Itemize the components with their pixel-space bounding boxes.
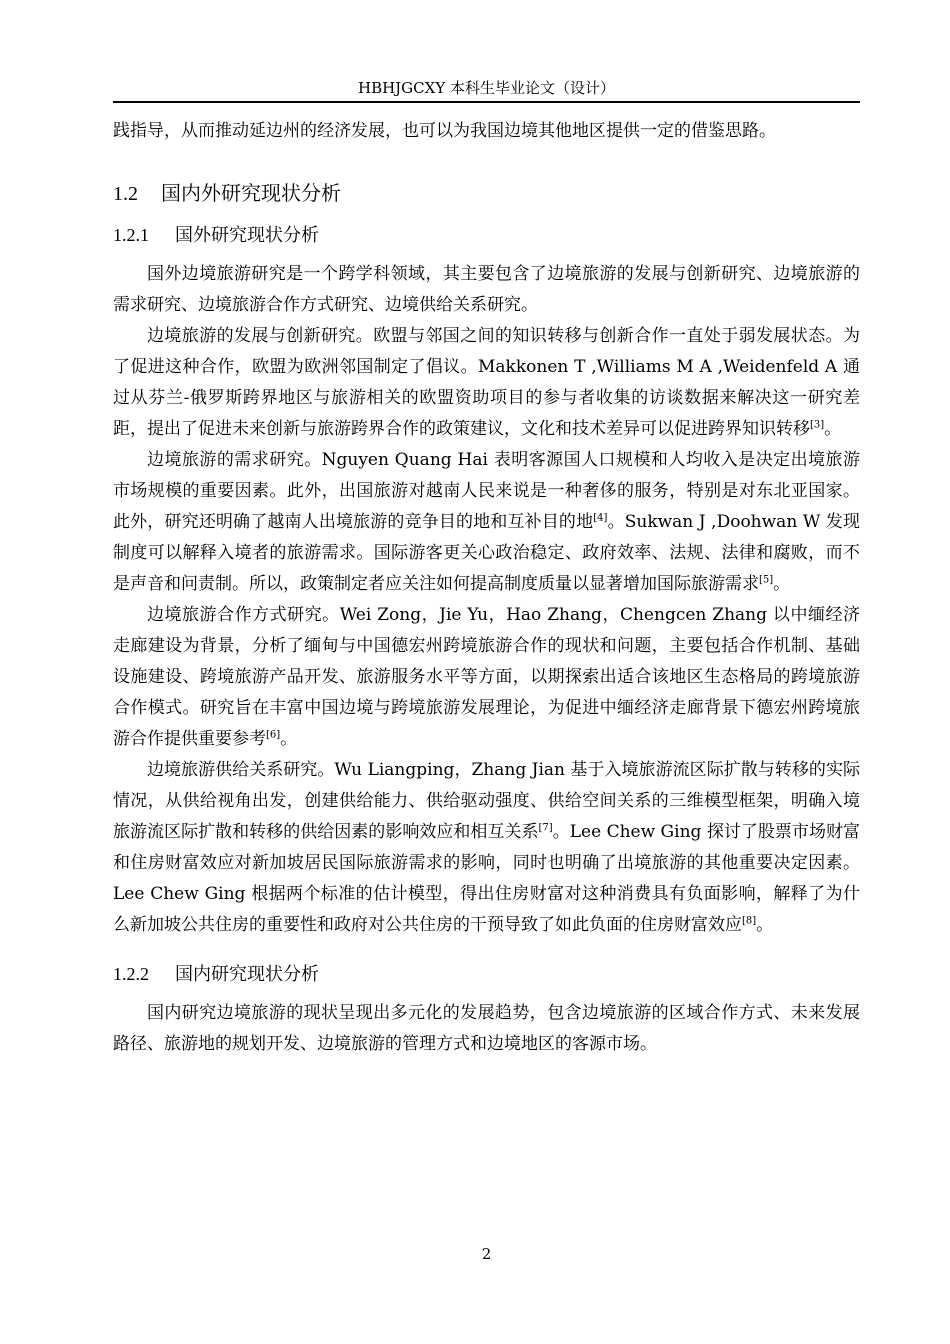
paragraph-text: 边境旅游供给关系研究。Wu Liangping，Zhang Jian 基于入境旅游流区际扩散与转移的实际情况，从供给视角出发，创建供给能力、供给驱动强度、供给空间关系的三维模型框架，明确入境旅游流区际扩散和转移的供给因素的影响效应和相互关系 (113, 760, 860, 842)
paragraph-end: 。 (773, 574, 791, 594)
paragraph-text: 边境旅游的发展与创新研究。欧盟与邻国之间的知识转移与创新合作一直处于弱发展状态。为了促进这种合作，欧盟为欧洲邻国制定了倡议。Makkonen T ,Williams M A ,Weidenfeld A 通过从芬兰-俄罗斯跨界地区与旅游相关的欧盟资助项目的参与者收集的访谈数据来解决这一研究差距，提出了促进未来创新与旅游跨界合作的政策建议，文化和技术差异可以促进跨界知识转移 (113, 326, 860, 439)
subsection-number: 1.2.2 (113, 964, 149, 984)
paragraph-end: 。 (280, 729, 298, 749)
paragraph-end: 。 (756, 915, 774, 935)
paragraph-domestic (113, 998, 860, 1060)
citation-ref: [4] (593, 512, 608, 524)
paragraph-text: 国外边境旅游研究是一个跨学科领域，其主要包含了边境旅游的发展与创新研究、边境旅游的需求研究、边境旅游合作方式研究、边境供给关系研究。 (113, 264, 860, 315)
citation-ref: [6] (266, 729, 281, 741)
paragraph-development (113, 321, 860, 445)
subsection-title: 国外研究现状分析 (175, 225, 319, 246)
section-heading-1-2 (113, 179, 860, 208)
subsection-title: 国内研究现状分析 (175, 964, 319, 985)
paragraph-demand (113, 445, 860, 600)
section-number: 1.2 (113, 183, 138, 205)
section-heading-1-2-1 (113, 222, 860, 249)
citation-ref: [5] (759, 574, 774, 586)
paragraph-supply (113, 755, 860, 941)
paragraph-text: 边境旅游的需求研究。Nguyen Quang Hai 表明客源国人口规模和人均收入是决定出境旅游市场规模的重要因素。此外，出国旅游对越南人民来说是一种奢侈的服务，特别是对东北亚国家。此外，研究还明确了越南人出境旅游的竞争目的地和互补目的地 (113, 450, 860, 532)
page-body (113, 116, 860, 1060)
citation-ref: [3] (810, 419, 825, 431)
header-rule (113, 101, 860, 103)
section-heading-1-2-2 (113, 961, 860, 988)
paragraph-overview (113, 259, 860, 321)
paragraph-cooperation (113, 600, 860, 755)
page-header: HBHJGCXY 本科生毕业论文（设计） (357, 79, 615, 97)
section-title: 国内外研究现状分析 (161, 181, 341, 205)
intro-paragraph: 践指导，从而推动延边州的经济发展，也可以为我国边境其他地区提供一定的借鉴思路。 (113, 121, 776, 141)
paragraph-end: 。 (824, 419, 842, 439)
paragraph-text: 国内研究边境旅游的现状呈现出多元化的发展趋势，包含边境旅游的区域合作方式、未来发展路径、旅游地的规划开发、边境旅游的管理方式和边境地区的客源市场。 (113, 1003, 860, 1054)
paragraph-text: 边境旅游合作方式研究。Wei Zong，Jie Yu，Hao Zhang，Chengcen Zhang 以中缅经济走廊建设为背景，分析了缅甸与中国德宏州跨境旅游合作的现状和问题，主要包括合作机制、基础设施建设、跨境旅游产品开发、旅游服务水平等方面，以期探索出适合该地区生态格局的跨境旅游合作模式。研究旨在丰富中国边境与跨境旅游发展理论，为促进中缅经济走廊背景下德宏州跨境旅游合作提供重要参考 (113, 605, 860, 749)
subsection-number: 1.2.1 (113, 225, 149, 245)
citation-ref: [7] (538, 822, 553, 834)
citation-ref: [8] (742, 915, 757, 927)
page-number: 2 (481, 1245, 492, 1263)
paragraph-continued: 。Sukwan J ,Doohwan W 发现制度可以解释入境者的旅游需求。国际游客更关心政治稳定、政府效率、法规、法律和腐败，而不是声音和问责制。所以，政策制定者应关注如何提高制度质量以显著增加国际旅游需求 (113, 512, 861, 594)
paragraph-continued: 。Lee Chew Ging 探讨了股票市场财富和住房财富效应对新加坡居民国际旅游需求的影响，同时也明确了出境旅游的其他重要决定因素。Lee Chew Ging 根据两个标准的估计模型，得出住房财富对这种消费具有负面影响，解释了为什么新加坡公共住房的重要性和政府对公共住房的干预导致了如此负面的住房财富效应 (113, 822, 860, 935)
